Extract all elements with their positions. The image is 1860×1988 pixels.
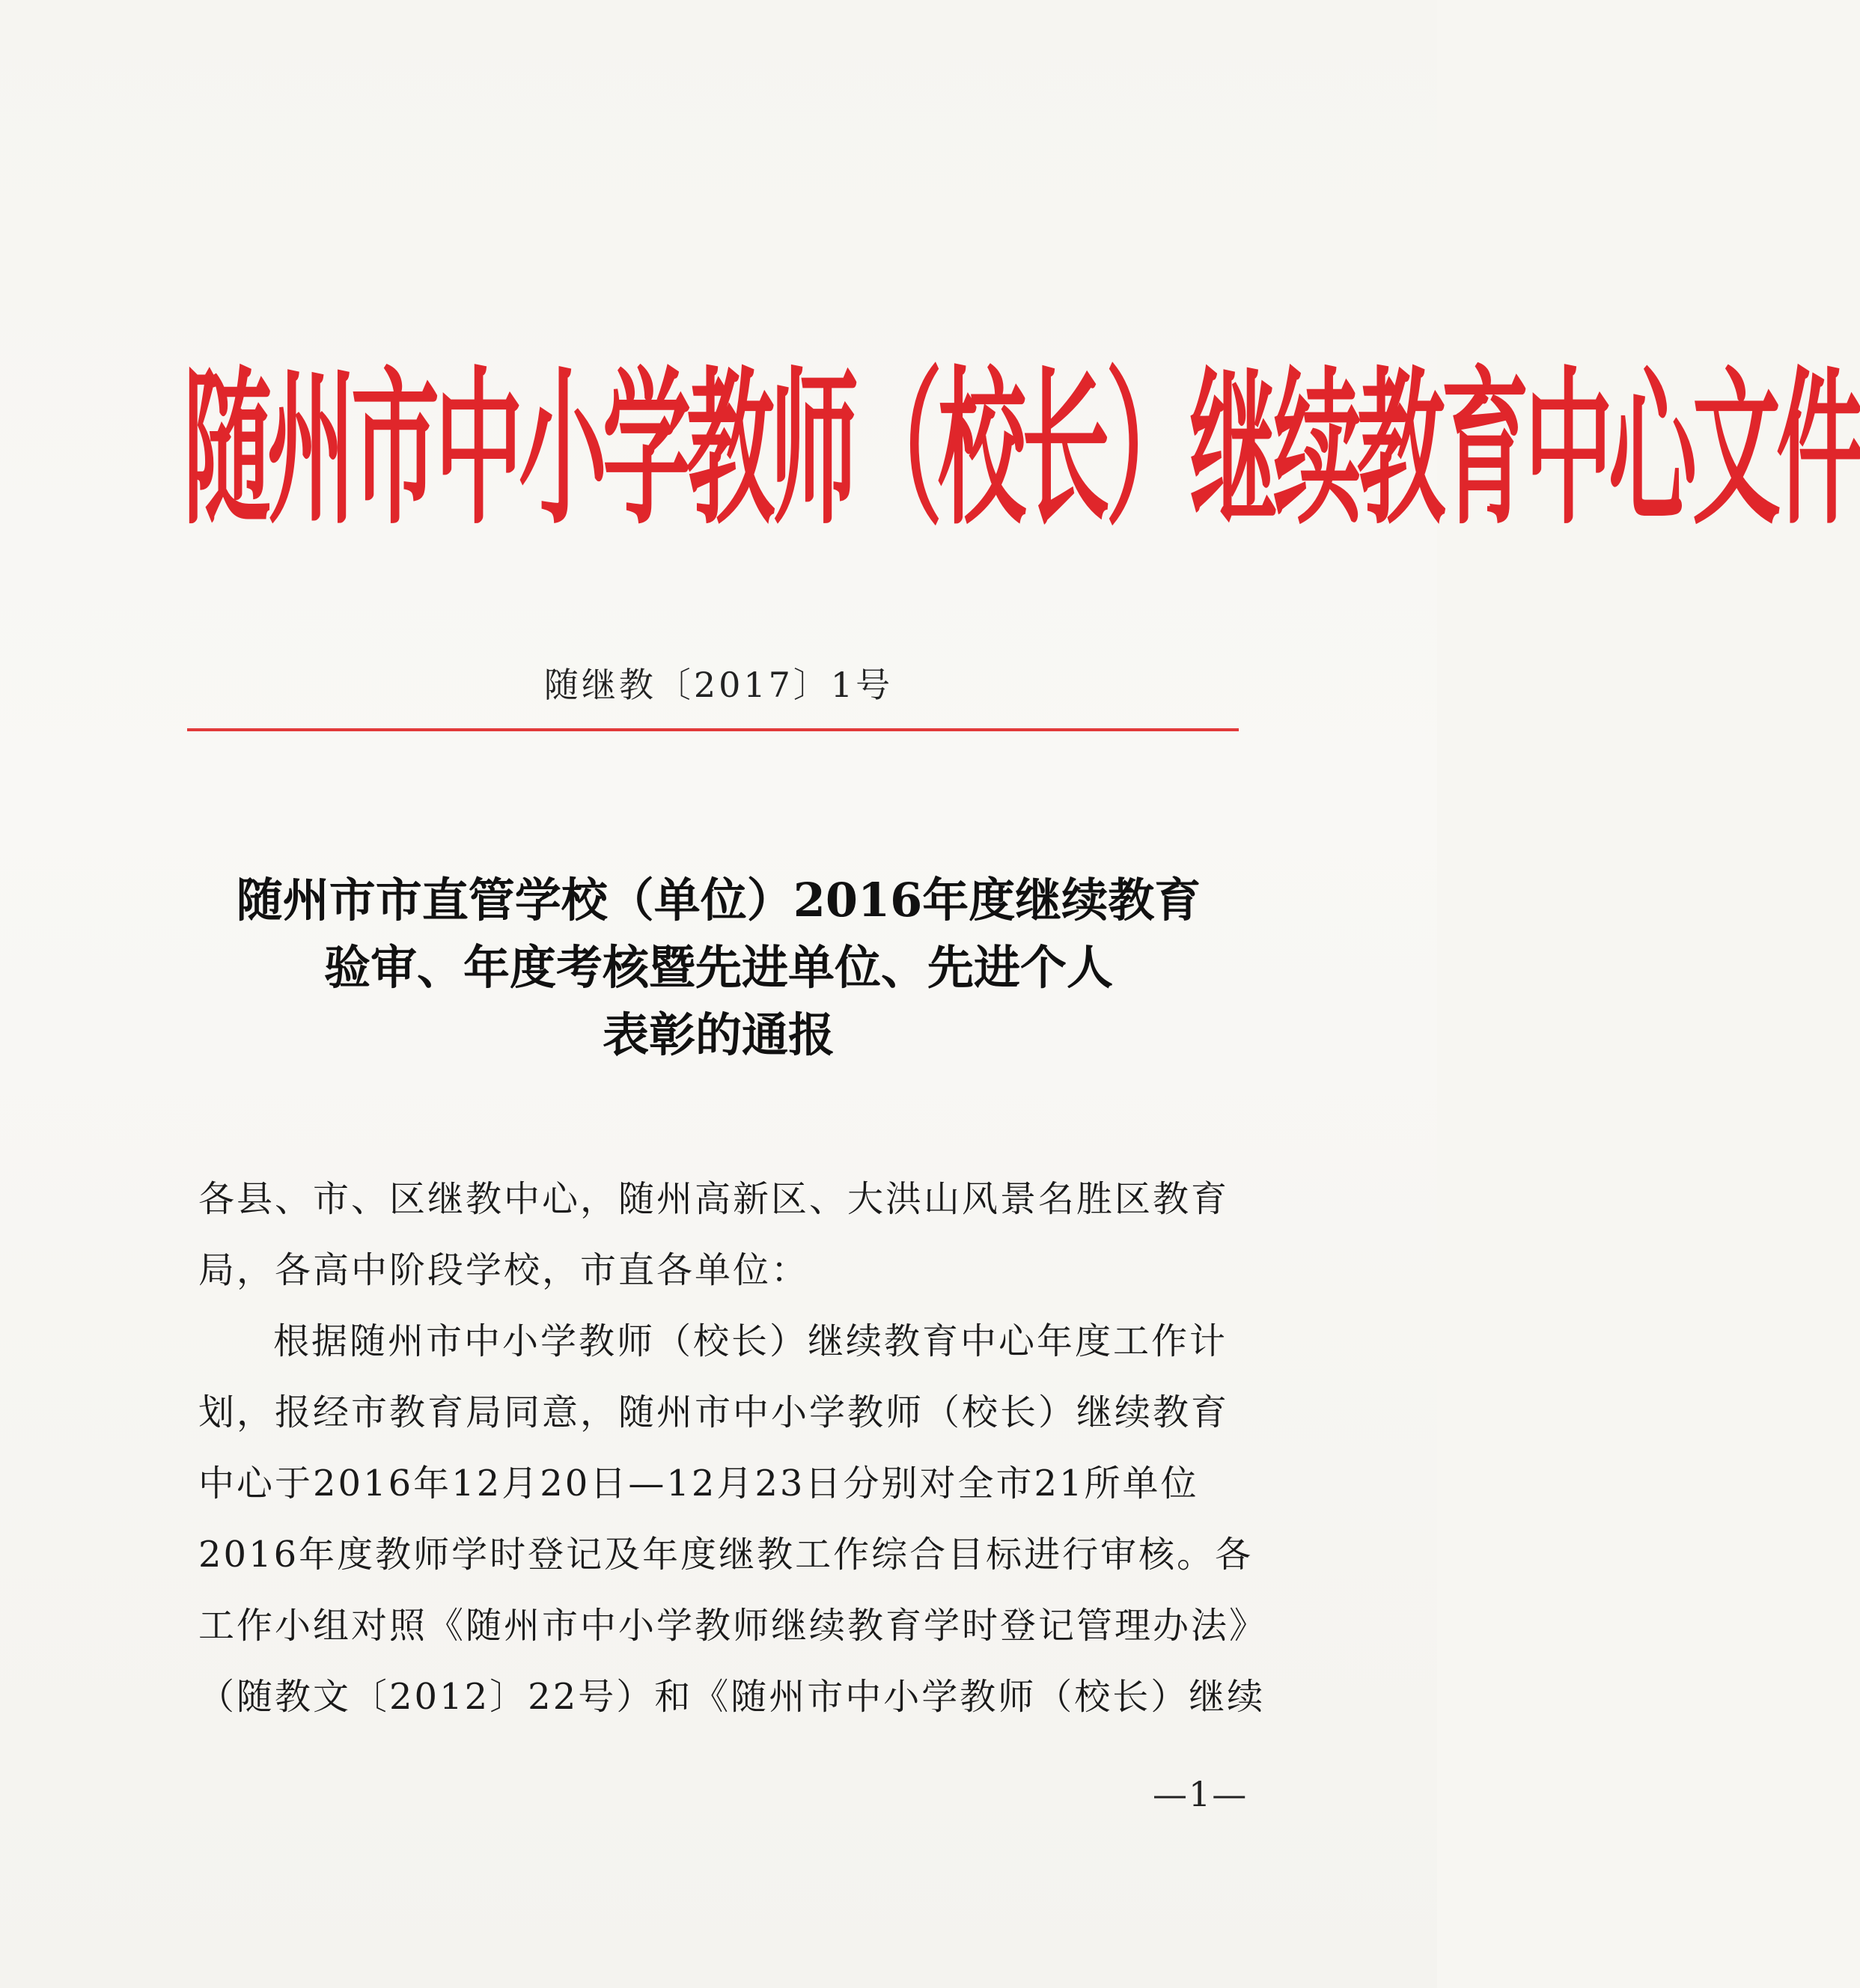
title-line: 验审、年度考核暨先进单位、先进个人 xyxy=(323,940,1113,995)
red-divider-line xyxy=(187,728,1239,731)
document-number: 随继教〔2017〕1号 xyxy=(543,665,894,705)
body-line: 中心于2016年12月20日—12月23日分别对全市21所单位 xyxy=(198,1463,1199,1504)
body-line: 划，报经市教育局同意，随州市中小学教师（校长）继续教育 xyxy=(198,1391,1230,1433)
document-masthead: 随州市中小学教师（校长）继续教育中心文件 xyxy=(183,350,1860,548)
body-line: 局，各高中阶段学校，市直各单位： xyxy=(198,1249,810,1291)
body-line: 2016年度教师学时登记及年度继教工作综合目标进行审核。各 xyxy=(198,1534,1254,1576)
title-line: 表彰的通报 xyxy=(602,1007,835,1062)
document-title xyxy=(180,867,1257,1069)
title-line: 随州市市直管学校（单位）2016年度继续教育 xyxy=(236,873,1201,927)
body-line: （随教文〔2012〕22号）和《随州市中小学教师（校长）继续 xyxy=(198,1676,1266,1718)
body-line: 工作小组对照《随州市中小学教师继续教育学时登记管理办法》 xyxy=(198,1605,1268,1647)
body-line: 各县、市、区继教中心，随州高新区、大洪山风景名胜区教育 xyxy=(198,1178,1230,1220)
document-body xyxy=(198,1164,1268,1733)
page-number: —1— xyxy=(1153,1774,1248,1814)
body-line: 根据随州市中小学教师（校长）继续教育中心年度工作计 xyxy=(273,1320,1228,1362)
